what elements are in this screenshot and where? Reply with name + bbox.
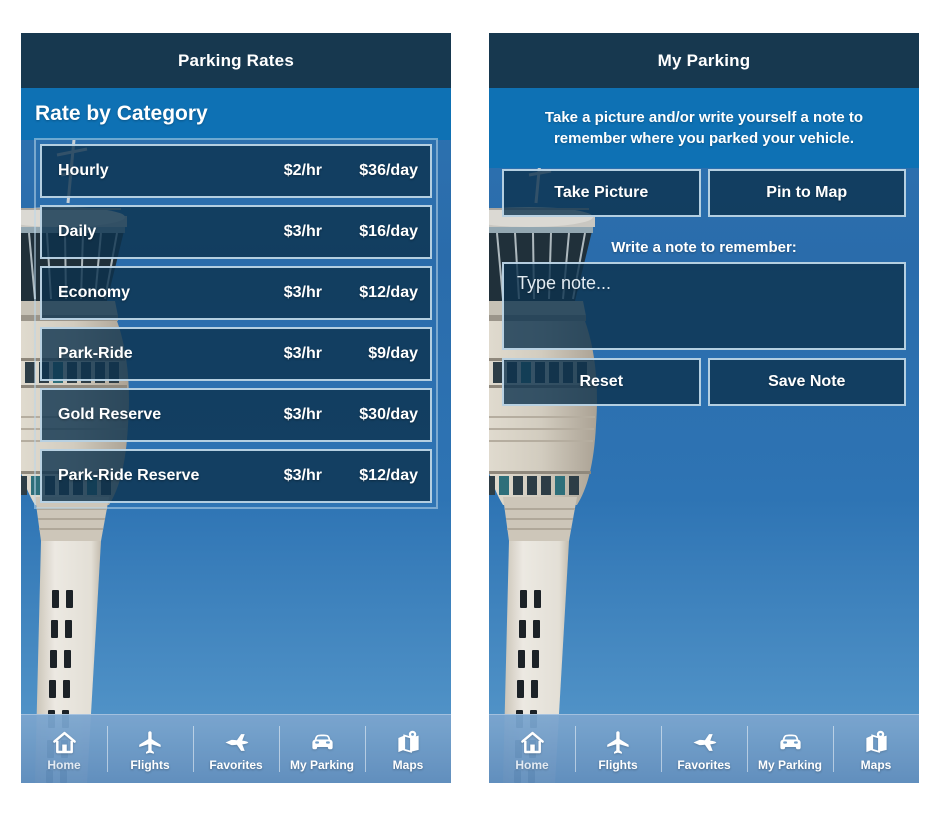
tab-flights[interactable] (575, 715, 661, 783)
picture-pin-button-row (502, 169, 906, 217)
tab-label: Flights (130, 757, 170, 772)
rate-per-hour: $3/hr (283, 223, 322, 240)
rate-row-economy (40, 266, 432, 320)
reset-button[interactable]: Reset (502, 358, 701, 406)
car-icon (775, 729, 806, 756)
navbar (21, 33, 451, 88)
instruction-band (489, 88, 919, 168)
tab-label: My Parking (289, 757, 355, 772)
rate-per-day: $9/day (368, 345, 418, 362)
rate-row-gold-reserve (40, 388, 432, 442)
rate-row-park-ride (40, 327, 432, 381)
map-pin-icon (861, 729, 892, 756)
rate-per-hour: $3/hr (283, 467, 322, 484)
rate-per-hour: $3/hr (283, 284, 322, 301)
take-picture-button[interactable]: Take Picture (502, 169, 701, 217)
page-title: Parking Rates (178, 50, 294, 70)
note-label: Write a note to remember: (611, 239, 797, 256)
jet-left-icon (689, 729, 720, 756)
my-parking-screen (489, 33, 919, 783)
rate-per-hour: $3/hr (283, 406, 322, 423)
rate-category: Hourly (58, 162, 109, 179)
note-textarea[interactable] (504, 264, 904, 348)
car-icon (307, 729, 338, 756)
note-input-box (502, 262, 906, 350)
tab-my-parking[interactable] (279, 715, 365, 783)
tab-favorites[interactable] (193, 715, 279, 783)
navbar (489, 33, 919, 88)
rates-list (34, 138, 438, 509)
section-title: Rate by Category (35, 102, 208, 125)
airplane-icon (603, 729, 634, 756)
jet-left-icon (221, 729, 252, 756)
tab-home[interactable] (489, 715, 575, 783)
rate-row-daily (40, 205, 432, 259)
instruction-text: Take a picture and/or write yourself a note to remember where you parked your vehicle. (544, 108, 864, 147)
airplane-icon (135, 729, 166, 756)
map-pin-icon (393, 729, 424, 756)
rate-row-hourly (40, 144, 432, 198)
rate-per-day: $30/day (359, 406, 418, 423)
section-band (21, 88, 451, 140)
home-icon (49, 729, 80, 756)
rate-category: Gold Reserve (58, 406, 162, 423)
rate-category: Daily (58, 223, 97, 240)
tab-flights[interactable] (107, 715, 193, 783)
save-note-button[interactable]: Save Note (708, 358, 907, 406)
tab-label: Home (515, 757, 549, 772)
rate-category: Park-Ride (58, 345, 133, 362)
tab-maps[interactable] (833, 715, 919, 783)
tab-bar (21, 714, 451, 783)
tab-label: Maps (860, 757, 892, 772)
rate-per-day: $36/day (359, 162, 418, 179)
tab-home[interactable] (21, 715, 107, 783)
tab-label: Favorites (677, 757, 731, 772)
home-icon (517, 729, 548, 756)
rate-row-park-ride-reserve (40, 449, 432, 503)
tab-label: Home (47, 757, 81, 772)
tab-favorites[interactable] (661, 715, 747, 783)
tab-my-parking[interactable] (747, 715, 833, 783)
tab-label: Flights (598, 757, 638, 772)
rate-per-day: $16/day (359, 223, 418, 240)
tab-bar (489, 714, 919, 783)
parking-rates-screen (21, 33, 451, 783)
rate-per-day: $12/day (359, 467, 418, 484)
rate-category: Park-Ride Reserve (58, 467, 200, 484)
page-title: My Parking (657, 50, 751, 70)
tab-label: My Parking (757, 757, 823, 772)
rate-per-hour: $3/hr (283, 345, 322, 362)
reset-save-button-row (502, 358, 906, 406)
tab-label: Maps (392, 757, 424, 772)
tab-label: Favorites (209, 757, 263, 772)
pin-to-map-button[interactable]: Pin to Map (708, 169, 907, 217)
rate-per-day: $12/day (359, 284, 418, 301)
rate-per-hour: $2/hr (283, 162, 322, 179)
tab-maps[interactable] (365, 715, 451, 783)
rate-category: Economy (58, 284, 131, 301)
